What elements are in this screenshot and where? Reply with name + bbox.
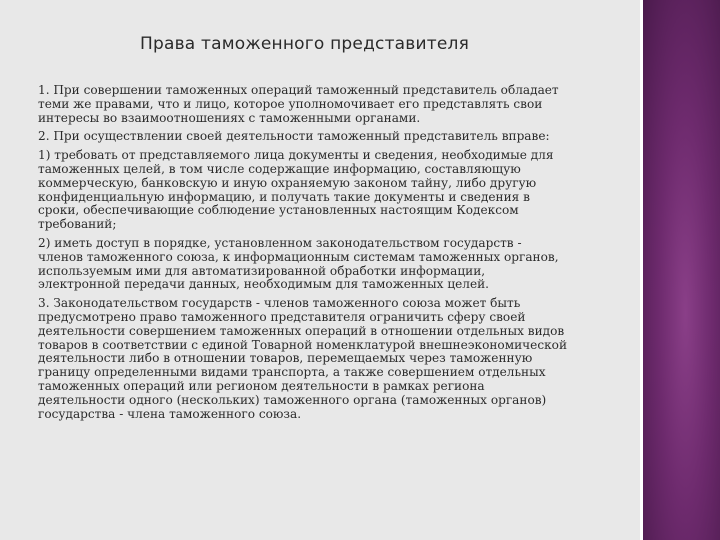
- paragraph-3: 1) требовать от представляемого лица документы и сведения, необходимые для таможенных целей, в том числе содержащие информацию, составляющую коммерческую, банковскую и иную охраняемую законом тайну, либо другую конфиденциальную информацию, и получать такие документы и сведения в сроки, обеспечивающие соблюдение установленных настоящим Кодексом требований;: [38, 148, 554, 232]
- paragraph-4: 2) иметь доступ в порядке, установленном законодательством государств - членов таможенного союза, к информационным системам таможенных органов, используемым ими для автоматизированной обработки информации, электронной передачи данных, необходимым для таможенных целей.: [38, 235, 559, 292]
- decorative-side-panel: [643, 0, 720, 540]
- paragraph-2: 2. При осуществлении своей деятельности таможенный представитель вправе:: [38, 129, 550, 144]
- slide-body: [38, 84, 604, 426]
- slide-title: Права таможенного представителя: [140, 34, 470, 54]
- paragraph-1: 1. При совершении таможенных операций таможенный представитель обладает теми же правами, что и лицо, которое уполномочивает его представлять свои интересы во взаимоотношениях с таможенными органами.: [38, 83, 559, 125]
- paragraph-5: 3. Законодательством государств - членов таможенного союза может быть предусмотрено право таможенного представителя ограничить сферу своей деятельности совершением таможенных операций в отношении отдельных видов товаров в соответствии с единой Товарной номенклатурой внешнеэкономической деятельности либо в отношении товаров, перемещаемых через таможенную границу определенными видами транспорта, а также совершением отдельных таможенных операций или регионом деятельности в рамках региона деятельности одного (нескольких) таможенного органа (таможенных органов) государства - члена таможенного союза.: [38, 296, 568, 421]
